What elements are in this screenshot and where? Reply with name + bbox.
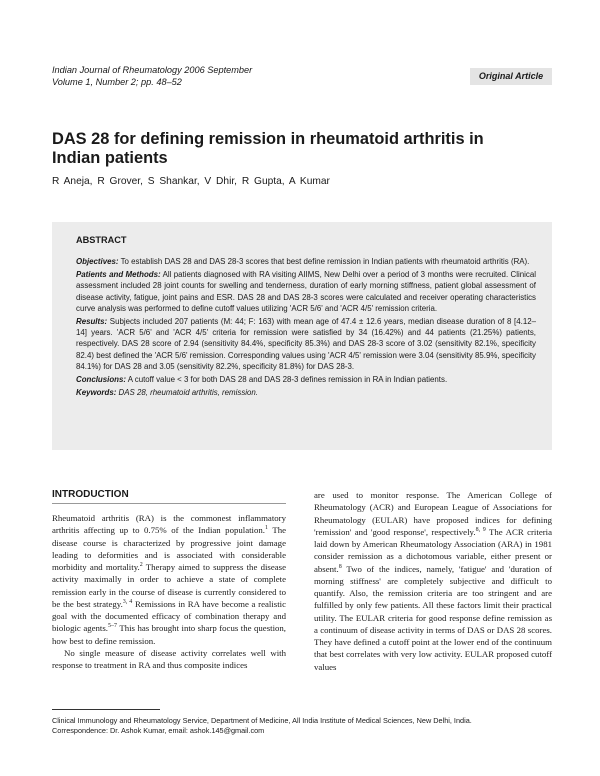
text-run: The disease course is characterized by progressive joint damage leading to deformities and is associated with considerable morbidity and mortality. (52, 525, 286, 572)
citation-ref: 1 (265, 525, 268, 532)
introduction-heading: INTRODUCTION (52, 489, 129, 500)
abstract-box (52, 222, 552, 450)
text-run: Rheumatoid arthritis (RA) is the commonest inflammatory arthritis affecting up to 0.75% of the Indian population. (52, 513, 286, 536)
footnote-divider (52, 709, 160, 710)
abstract-conclusions (76, 374, 536, 385)
methods-text: All patients diagnosed with RA visiting AIIMS, New Delhi over a period of 3 months were recruited. Clinical assessment included 28 joint counts for swelling and tenderness, duration of early morning stiffness, patient global assessment of disease activity, fatigue, joint pains and ESR. DAS 28 and DAS 28-3 scores were calculated and receiver operating characteristics curve analysis was performed to define cutoff values utilizing 'ACR 5/6' and 'ACR 4/5' remission criteria. (76, 270, 536, 313)
abstract-methods (76, 269, 536, 314)
abstract-heading: ABSTRACT (76, 235, 127, 245)
results-text: Subjects included 207 patients (M: 44; F: 163) with mean age of 47.4 ± 12.6 years, median disease duration of 8 [4.12–14] years. 'ACR 5/6' and 'ACR 4/5' criteria for remission were satisfied by 34 (16.42%) and 44 patients (21.25%) patients, respectively. DAS 28 score of 2.94 (sensitivity 84.4%, specificity 85.3%) and DAS 28-3 score of 3.02 (sensitivity 82.1%, specificity 82.4) best defined the 'ACR 5/6' remission. Corresponding values using 'ACR 4/5' remission were 3.04 (sensitivity 85.9%, specificity 84.1%) for DAS 28 and 3.05 (sensitivity 82.2%, specificity 81.8%) for DAS 28-3. (76, 317, 536, 371)
body-column-left (52, 512, 286, 671)
abstract-objectives (76, 256, 536, 267)
journal-volume-line: Volume 1, Number 2; pp. 48–52 (52, 77, 182, 87)
citation-ref: 8, 9 (475, 526, 486, 533)
article-title: DAS 28 for defining remission in rheumatoid arthritis in Indian patients (52, 130, 484, 167)
text-run: Two of the indices, namely, 'fatigue' and 'duration of morning stiffness' are completely subjective and difficult to quantify. Also, the remission criteria are too stringent and are fulfilled by only few patients. All these factors limit their practical utility. The EULAR criteria for good response define remission as a continuum of disease activity in terms of DAS or DAS 28 scores. They have defined a cutoff point at the lower end of the continuum that best correlates with very low activity. EULAR proposed cutoff values (314, 563, 552, 672)
text-run: Therapy aimed to suppress the disease activity maximally in order to achieve a state of complete remission early in the course of disease is currently considered to be the best strategy. (52, 562, 286, 609)
conclusions-text: A cutoff value < 3 for both DAS 28 and DAS 28-3 defines remission in RA in Indian patients. (125, 375, 448, 385)
keywords-text: DAS 28, rheumatoid arthritis, remission. (116, 388, 258, 398)
objectives-label: Objectives: (76, 257, 119, 266)
intro-paragraph-2: No single measure of disease activity correlates well with response to treatment in RA and thus composite indices (52, 647, 286, 670)
text-run: The ACR criteria laid down by American Rheumatology Association (ARA) in 1981 consider remission as a dichotomous variable, either present or absent. (314, 526, 552, 574)
article-type-badge: Original Article (470, 68, 552, 85)
citation-ref: 2 (139, 562, 143, 569)
body-column-right (314, 489, 552, 673)
text-run: Remissions in RA have become a realistic goal with the documented efficacy of combination therapy and biologic agents. (52, 598, 286, 634)
objectives-text: To establish DAS 28 and DAS 28-3 scores that best define remission in Indian patients with rheumatoid arthritis (RA). (118, 257, 530, 266)
citation-ref: 3, 4 (122, 598, 133, 605)
citation-ref: 5–7 (108, 623, 117, 630)
text-run: are used to monitor response. The American College of Rheumatology (ACR) and European League of Associations for Rheumatology (EULAR) have proposed indices for defining 'remission' and 'good response', respectively. (314, 490, 552, 537)
results-label: Results: (76, 317, 108, 327)
author-list: R Aneja, R Grover, S Shankar, V Dhir, R Gupta, A Kumar (52, 176, 330, 187)
affiliation-note: Clinical Immunology and Rheumatology Service, Department of Medicine, All India Institute of Medical Sciences, New Delhi, India. (52, 716, 472, 725)
citation-ref: 8 (338, 563, 342, 570)
intro-paragraph-1 (52, 512, 286, 647)
footnote (52, 716, 552, 736)
abstract-keywords (76, 387, 536, 398)
journal-name-line: Indian Journal of Rheumatology 2006 September (52, 65, 253, 75)
journal-citation (52, 64, 252, 88)
abstract-body (76, 256, 536, 400)
abstract-results (76, 316, 536, 372)
conclusions-label: Conclusions: (76, 375, 126, 385)
keywords-label: Keywords: (76, 388, 117, 398)
heading-divider (52, 503, 286, 504)
methods-label: Patients and Methods: (76, 270, 161, 280)
correspondence-note: Correspondence: Dr. Ashok Kumar, email: ashok.145@gmail.com (52, 726, 265, 735)
intro-paragraph-continued (314, 489, 552, 673)
text-run: This has brought into sharp focus the question, how best to define remission. (52, 623, 287, 646)
